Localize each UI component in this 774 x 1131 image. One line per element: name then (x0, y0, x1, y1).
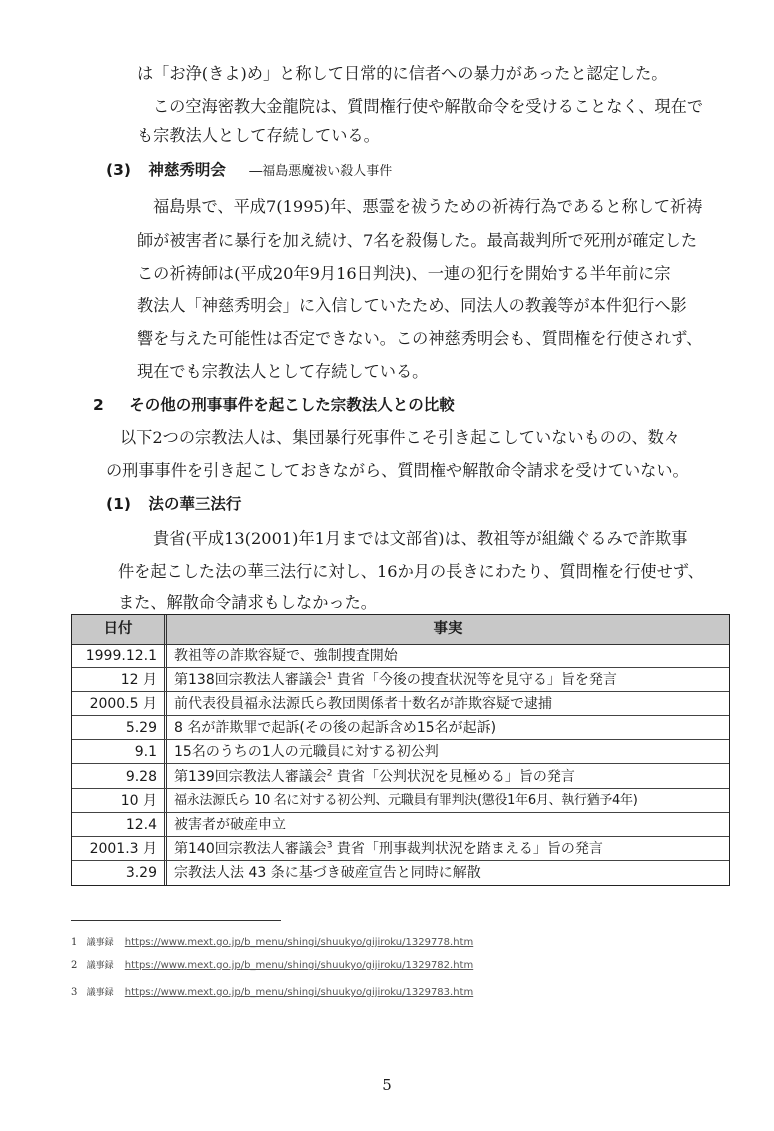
cell-date: 9.1 (134, 744, 157, 761)
cell-fact: 8 名が詐欺罪で起訴(その後の起訴含め15名が起訴) (174, 720, 497, 737)
cell-fact (174, 668, 726, 692)
table-body (72, 644, 729, 885)
section-heading-3 (106, 160, 392, 182)
table-row (72, 813, 729, 837)
cell-fact: 前代表役員福永法源氏ら教団関係者十数名が詐欺容疑で逮捕 (174, 696, 552, 713)
cell-date: 12.4 (125, 816, 157, 833)
footnote (71, 935, 473, 948)
paragraph-line: この祈祷師は(平成20年9月16日判決)、一連の犯行を開始する半年前に宗 (137, 264, 671, 283)
footnote-label: 議事録 (86, 988, 114, 998)
table-row (72, 837, 729, 861)
page-number: 5 (382, 1076, 392, 1094)
footnote-link[interactable]: https://www.mext.go.jp/b_menu/shingi/shuukyo/gijiroku/1329783.htm (124, 987, 474, 998)
cell-fact (174, 837, 726, 861)
header-fact: 事実 (433, 621, 463, 637)
cell-fact-text: 貴省「公判状況を見極める」旨の発言 (332, 768, 575, 785)
header-date: 日付 (103, 621, 133, 637)
table-row (72, 716, 729, 740)
table-row (72, 740, 729, 764)
paragraph-line: 以下2つの宗教法人は、集団暴行死事件こそ引き起こしていないものの、数々 (120, 428, 681, 447)
paragraph-line: 貴省(平成13(2001)年1月までは文部省)は、教祖等が組織ぐるみで詐欺事 (153, 529, 688, 548)
cell-date: 9.28 (125, 768, 157, 785)
paragraph-line: 教法人「神慈秀明会」に入信していたため、同法人の教義等が本件犯行へ影 (137, 296, 687, 315)
paragraph-line: の刑事事件を引き起こしておきながら、質問権や解散命令請求を受けていない。 (106, 461, 689, 480)
cell-fact-text: 貴省「今後の捜査状況等を見守る」旨を発言 (332, 672, 617, 689)
footnote-rule (71, 920, 281, 921)
paragraph-line: は「お浄(きよ)め」と称して日常的に信者への暴力があったと認定した。 (137, 64, 668, 83)
section-number: 2 (93, 396, 104, 414)
section-subtitle: ―福島悪魔祓い殺人事件 (249, 164, 393, 179)
paragraph-line: も宗教法人として存続している。 (137, 126, 380, 145)
cell-date: 1999.12.1 (85, 648, 157, 664)
section-title: 神慈秀明会 (148, 161, 226, 179)
section-heading-1 (106, 494, 241, 514)
cell-fact (174, 765, 726, 789)
cell-fact-text: 第138回宗教法人審議会 (174, 672, 327, 689)
cell-date: 5.29 (125, 720, 157, 737)
cell-fact: 被害者が破産申立 (174, 816, 286, 833)
table-row (72, 765, 729, 789)
cell-fact-text: 第139回宗教法人審議会 (174, 768, 327, 785)
timeline-table (71, 614, 730, 886)
section-title: 法の華三法行 (148, 495, 242, 513)
section-number: (3) (106, 161, 131, 179)
footnote-number: 2 (71, 960, 78, 971)
table-header (72, 615, 729, 645)
footnote-link[interactable]: https://www.mext.go.jp/b_menu/shingi/shuukyo/gijiroku/1329782.htm (124, 960, 474, 971)
section-title: その他の刑事事件を起こした宗教法人との比較 (129, 396, 455, 414)
table-row (72, 789, 729, 813)
footnote-label: 議事録 (86, 938, 114, 948)
cell-fact: 教祖等の詐欺容疑で、強制捜査開始 (174, 648, 398, 664)
paragraph-line: この空海密教大金龍院は、質問権行使や解散命令を受けることなく、現在で (153, 97, 704, 116)
footnote-ref: 1 (326, 671, 333, 682)
paragraph-line: 現在でも宗教法人として存続している。 (137, 362, 429, 381)
cell-date: 12 月 (120, 672, 157, 689)
cell-fact: 宗教法人法 43 条に基づき破産宣告と同時に解散 (174, 864, 481, 881)
table-row (72, 861, 729, 885)
footnote-label: 議事録 (86, 961, 114, 971)
footnote-number: 1 (71, 937, 78, 948)
cell-date: 10 月 (120, 792, 157, 809)
paragraph-line: 師が被害者に暴行を加え続け、7名を殺傷した。最高裁判所で死刑が確定した (137, 231, 698, 250)
paragraph-line: 件を起こした法の華三法行に対し、16か月の長きにわたり、質問権を行使せず、 (118, 562, 704, 581)
table-row (72, 644, 729, 668)
footnote-link[interactable]: https://www.mext.go.jp/b_menu/shingi/shuukyo/gijiroku/1329778.htm (124, 937, 474, 948)
table-row (72, 668, 729, 692)
cell-date: 3.29 (125, 864, 157, 881)
footnote-ref: 3 (326, 840, 333, 851)
cell-fact-text: 第140回宗教法人審議会 (174, 840, 327, 857)
section-heading-2 (93, 395, 455, 415)
footnote (71, 958, 473, 971)
section-number: (1) (106, 495, 131, 513)
cell-date: 2001.3 月 (89, 840, 157, 857)
paragraph-line: 響を与えた可能性は否定できない。この神慈秀明会も、質問権を行使されず、 (137, 329, 703, 348)
table-row (72, 692, 729, 716)
cell-fact: 15名のうちの1人の元職員に対する初公判 (174, 744, 439, 761)
paragraph-line: また、解散命令請求もしなかった。 (118, 593, 377, 612)
footnote-number: 3 (71, 987, 78, 998)
footnote (71, 985, 473, 998)
footnote-ref: 2 (326, 767, 333, 778)
cell-fact: 福永法源氏ら 10 名に対する初公判、元職員有罪判決(懲役1年6月、執行猶予4年) (174, 792, 638, 808)
paragraph-line: 福島県で、平成7(1995)年、悪霊を祓うための祈祷行為であると称して祈祷 (153, 197, 703, 216)
cell-fact-text: 貴省「刑事裁判状況を踏まえる」旨の発言 (332, 840, 603, 857)
cell-date: 2000.5 月 (89, 696, 157, 713)
